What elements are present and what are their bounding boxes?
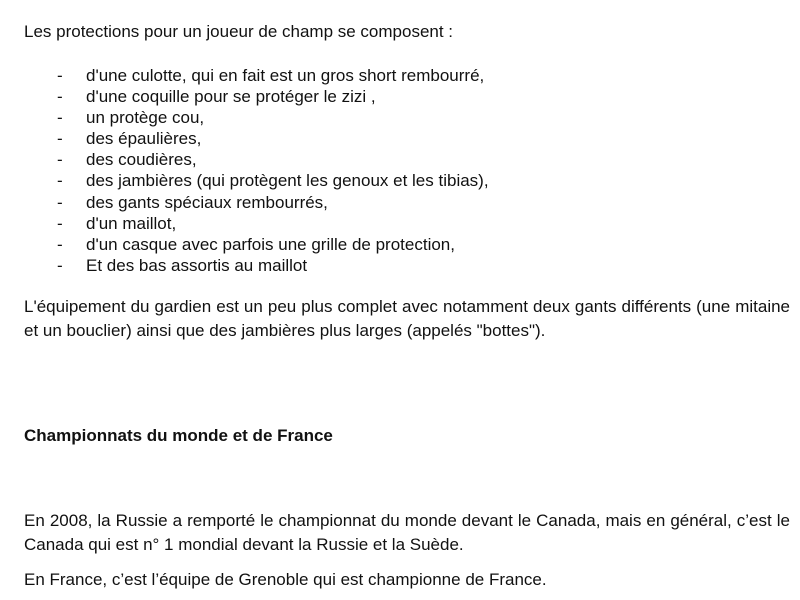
list-dash: - (57, 171, 63, 191)
list-item (0, 86, 800, 107)
goalie-paragraph: L'équipement du gardien est un peu plus complet avec notamment deux gants différents (une mitaine et un bouclier) ainsi que des jambières plus larges (appelés "bottes"). (24, 297, 790, 340)
list-item-text: d'un casque avec parfois une grille de protection, (86, 234, 455, 254)
list-item (0, 213, 800, 234)
list-item (0, 107, 800, 128)
list-item (0, 255, 800, 276)
list-dash: - (57, 213, 63, 233)
list-item (0, 234, 800, 255)
list-item (0, 170, 800, 191)
list-item-text: d'un maillot, (86, 213, 177, 233)
list-dash: - (57, 192, 63, 212)
list-dash: - (57, 234, 63, 254)
list-item (0, 65, 800, 86)
list-item-text: des coudières, (86, 150, 197, 170)
list-dash: - (57, 150, 63, 170)
list-dash: - (57, 87, 63, 107)
list-item-text: d'une culotte, qui en fait est un gros short rembourré, (86, 66, 485, 85)
equipment-list (0, 65, 800, 276)
list-dash: - (57, 108, 63, 128)
list-item-text: des épaulières, (86, 129, 202, 149)
intro-text: Les protections pour un joueur de champ se composent : (24, 22, 454, 41)
list-item (0, 149, 800, 170)
list-dash: - (57, 66, 63, 85)
worlds-paragraph: En 2008, la Russie a remporté le championnat du monde devant le Canada, mais en général, c’est le Canada qui est n° 1 mondial devant la Russie et la Suède. (24, 511, 790, 554)
section-heading: Championnats du monde et de France (24, 426, 333, 445)
list-item-text: d'une coquille pour se protéger le zizi , (86, 87, 376, 107)
list-item-text: des jambières (qui protègent les genoux et les tibias), (86, 171, 489, 191)
list-dash: - (57, 129, 63, 149)
france-paragraph: En France, c’est l’équipe de Grenoble qui est championne de France. (24, 570, 547, 589)
list-item (0, 192, 800, 213)
list-item-text: des gants spéciaux rembourrés, (86, 192, 328, 212)
list-item (0, 128, 800, 149)
list-item-text: un protège cou, (86, 108, 205, 128)
list-dash: - (57, 255, 63, 275)
list-item-text: Et des bas assortis au maillot (86, 255, 308, 275)
